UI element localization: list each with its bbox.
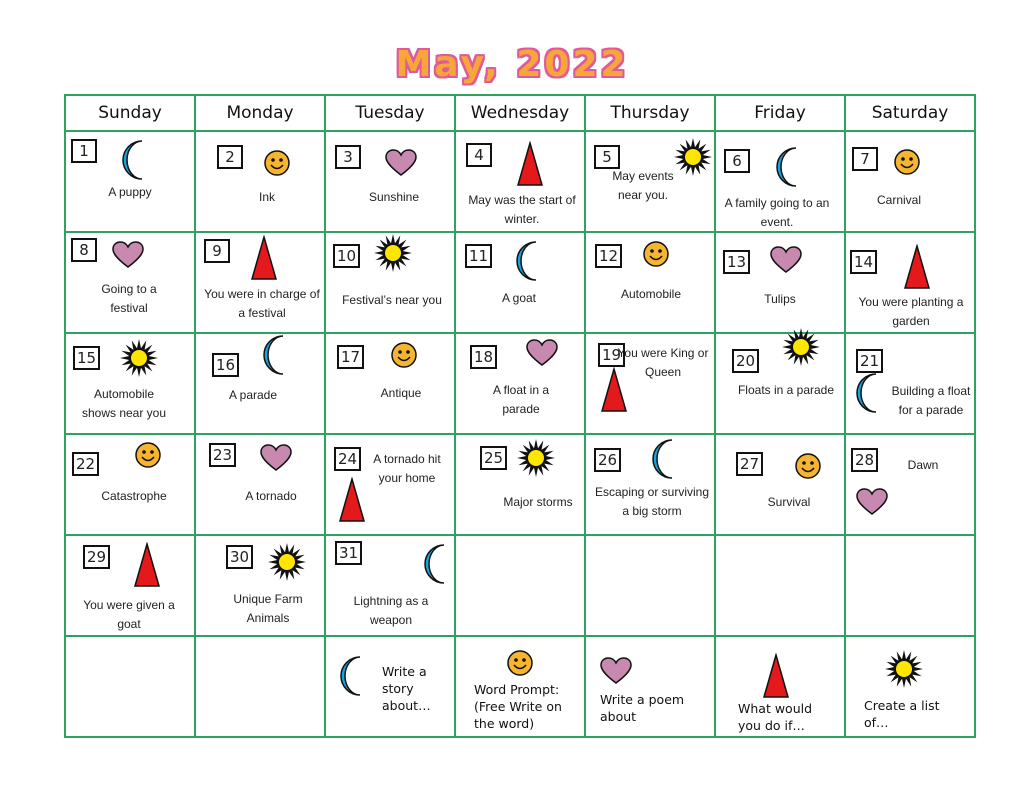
day-prompt-text: A tornado hit your home: [373, 452, 441, 485]
legend-cell: [455, 636, 585, 737]
empty-day-cell: [845, 535, 975, 636]
day-prompt-text: You were planting a garden: [858, 295, 964, 328]
day-cell-30: [195, 535, 325, 636]
day-number: 9: [204, 239, 230, 263]
moon-icon: [340, 655, 366, 697]
day-number: 17: [337, 345, 364, 369]
day-number: 26: [594, 448, 621, 472]
day-cell-31: [325, 535, 455, 636]
day-prompt-text: Major storms: [503, 495, 573, 509]
smiley-icon: [642, 240, 670, 268]
day-cell-6: [715, 131, 845, 232]
day-prompt-text: May events near you.: [612, 169, 674, 202]
day-number: 8: [71, 238, 97, 262]
day-cell-8: [65, 232, 195, 333]
legend-row: [65, 636, 975, 737]
day-prompt-text: Unique Farm Animals: [233, 592, 303, 625]
calendar-grid: [64, 94, 976, 738]
smiley-icon: [506, 649, 534, 677]
day-cell-7: [845, 131, 975, 232]
sun-icon: [119, 338, 159, 378]
day-prompt-text: Going to a festival: [101, 282, 157, 315]
day-number: 1: [71, 139, 97, 163]
day-cell-1: [65, 131, 195, 232]
day-number: 7: [852, 147, 878, 171]
day-number: 23: [209, 443, 236, 467]
day-number: 14: [850, 250, 877, 274]
day-prompt-text: A float in a parade: [492, 383, 550, 416]
triangle-icon: [762, 653, 790, 699]
week-row: [65, 535, 975, 636]
day-cell-11: [455, 232, 585, 333]
day-prompt-text: A goat: [501, 291, 537, 305]
smiley-icon: [263, 149, 291, 177]
empty-day-cell: [455, 535, 585, 636]
day-number: 24: [334, 447, 361, 471]
weekday-friday: Friday: [715, 95, 845, 131]
day-cell-20: [715, 333, 845, 434]
smiley-icon: [794, 452, 822, 480]
day-number: 21: [856, 349, 883, 373]
day-prompt-text: A parade: [228, 388, 278, 402]
day-number: 2: [217, 145, 243, 169]
day-number: 4: [466, 143, 492, 167]
day-cell-14: [845, 232, 975, 333]
day-cell-28: [845, 434, 975, 535]
weekday-wednesday: Wednesday: [455, 95, 585, 131]
heart-icon: [112, 241, 144, 269]
day-cell-2: [195, 131, 325, 232]
day-number: 6: [724, 149, 750, 173]
day-number: 27: [736, 452, 763, 476]
day-number: 12: [595, 244, 622, 268]
moon-icon: [776, 146, 802, 188]
day-prompt-text: Antique: [380, 386, 422, 400]
day-number: 25: [480, 446, 507, 470]
heart-icon: [600, 657, 632, 685]
week-row: [65, 232, 975, 333]
day-prompt-text: Lightning as a weapon: [353, 594, 429, 627]
weekday-monday: Monday: [195, 95, 325, 131]
legend-cell: [845, 636, 975, 737]
empty-legend-cell: [65, 636, 195, 737]
day-number: 19: [598, 343, 625, 367]
day-prompt-text: Survival: [767, 495, 811, 509]
day-number: 20: [732, 349, 759, 373]
heart-icon: [260, 444, 292, 472]
triangle-icon: [903, 244, 931, 290]
day-cell-26: [585, 434, 715, 535]
legend-cell: [715, 636, 845, 737]
day-prompt-text: Dawn: [907, 458, 939, 472]
sun-icon: [267, 542, 307, 582]
day-number: 15: [73, 346, 100, 370]
sun-icon: [884, 649, 924, 689]
day-prompt-text: A tornado: [245, 489, 297, 503]
day-cell-9: [195, 232, 325, 333]
triangle-icon: [250, 235, 278, 281]
day-prompt-text: Tulips: [764, 292, 796, 306]
weekday-saturday: Saturday: [845, 95, 975, 131]
day-prompt-text: Floats in a parade: [737, 383, 835, 397]
day-cell-12: [585, 232, 715, 333]
day-cell-15: [65, 333, 195, 434]
weekday-header-row: [65, 95, 975, 131]
day-number: 18: [470, 345, 497, 369]
day-cell-5: [585, 131, 715, 232]
day-cell-10: [325, 232, 455, 333]
legend-cell: [585, 636, 715, 737]
day-cell-17: [325, 333, 455, 434]
day-number: 28: [851, 448, 878, 472]
day-prompt-text: May was the start of winter.: [468, 193, 576, 226]
empty-day-cell: [585, 535, 715, 636]
day-number: 31: [335, 541, 362, 565]
day-prompt-text: You were in charge of a festival: [204, 287, 320, 320]
day-prompt-text: Building a float for a parade: [891, 384, 971, 417]
legend-cell: [325, 636, 455, 737]
day-cell-18: [455, 333, 585, 434]
day-number: 22: [72, 452, 99, 476]
day-cell-21: [845, 333, 975, 434]
day-prompt-text: Festival’s near you: [342, 293, 442, 307]
day-cell-3: [325, 131, 455, 232]
day-prompt-text: Ink: [258, 190, 275, 204]
legend-instruction: Word Prompt: (Free Write on the word): [474, 682, 562, 731]
legend-instruction: Write a story about…: [382, 664, 431, 713]
calendar-title: May, 2022: [395, 44, 629, 85]
day-number: 11: [465, 244, 492, 268]
day-number: 10: [333, 244, 360, 268]
heart-icon: [385, 149, 417, 177]
empty-day-cell: [715, 535, 845, 636]
day-cell-22: [65, 434, 195, 535]
day-number: 16: [212, 353, 239, 377]
legend-instruction: What would you do if…: [738, 701, 813, 733]
heart-icon: [526, 339, 558, 367]
day-number: 29: [83, 545, 110, 569]
day-number: 13: [723, 250, 750, 274]
day-prompt-text: Escaping or surviving a big storm: [594, 485, 710, 518]
day-prompt-text: Automobile shows near you: [81, 387, 167, 420]
legend-instruction: Create a list of…: [864, 698, 940, 730]
heart-icon: [856, 488, 888, 516]
day-cell-4: [455, 131, 585, 232]
day-number: 3: [335, 145, 361, 169]
weekday-thursday: Thursday: [585, 95, 715, 131]
smiley-icon: [134, 441, 162, 469]
week-row: [65, 131, 975, 232]
moon-icon: [516, 240, 542, 282]
day-number: 5: [594, 145, 620, 169]
day-cell-25: [455, 434, 585, 535]
sun-icon: [373, 233, 413, 273]
day-cell-16: [195, 333, 325, 434]
triangle-icon: [133, 542, 161, 588]
day-cell-23: [195, 434, 325, 535]
moon-icon: [424, 543, 450, 585]
day-prompt-text: Catastrophe: [101, 489, 167, 503]
sun-icon: [673, 137, 713, 177]
legend-instruction: Write a poem about: [600, 692, 685, 724]
week-row: [65, 434, 975, 535]
moon-icon: [856, 372, 882, 414]
sun-icon: [781, 327, 821, 367]
day-prompt-text: A puppy: [108, 185, 152, 199]
day-prompt-text: You were given a goat: [83, 598, 175, 631]
day-prompt-text: Carnival: [876, 193, 921, 207]
day-prompt-text: Sunshine: [368, 190, 420, 204]
smiley-icon: [390, 341, 418, 369]
day-prompt-text: You were King or Queen: [617, 346, 709, 379]
smiley-icon: [893, 148, 921, 176]
day-cell-13: [715, 232, 845, 333]
day-prompt-text: A family going to an event.: [724, 196, 830, 229]
heart-icon: [770, 246, 802, 274]
moon-icon: [263, 334, 289, 376]
week-row: [65, 333, 975, 434]
weekday-tuesday: Tuesday: [325, 95, 455, 131]
day-cell-24: [325, 434, 455, 535]
day-prompt-text: Automobile: [620, 287, 682, 301]
day-cell-29: [65, 535, 195, 636]
day-cell-27: [715, 434, 845, 535]
moon-icon: [122, 139, 148, 181]
sun-icon: [516, 438, 556, 478]
day-number: 30: [226, 545, 253, 569]
moon-icon: [652, 438, 678, 480]
day-cell-19: [585, 333, 715, 434]
triangle-icon: [516, 141, 544, 187]
weekday-sunday: Sunday: [65, 95, 195, 131]
empty-legend-cell: [195, 636, 325, 737]
